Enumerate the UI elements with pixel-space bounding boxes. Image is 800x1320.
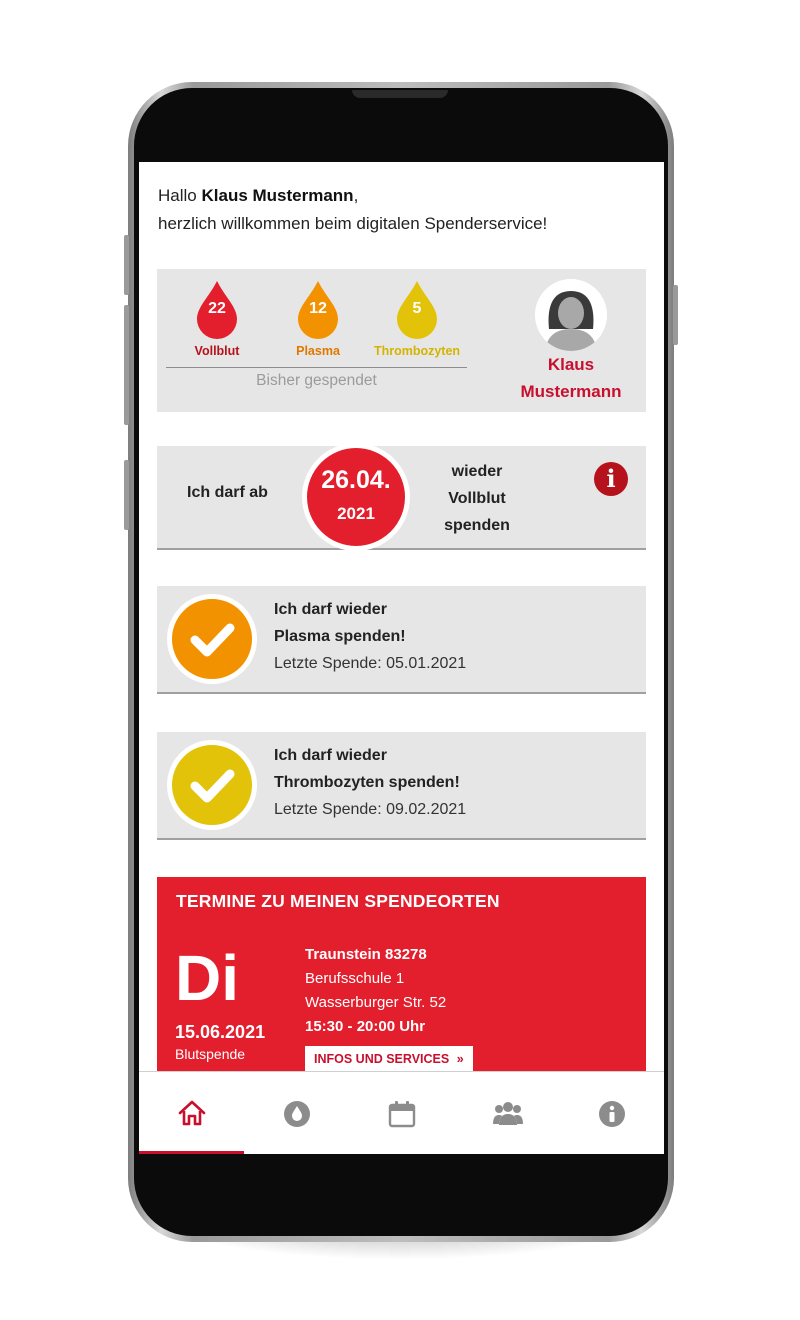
- stat-plasma-label: Plasma: [296, 344, 340, 358]
- next-donation-suffix: [427, 458, 527, 539]
- stat-plasma-count: 12: [309, 300, 327, 317]
- plasma-status-line2: Plasma spenden!: [274, 628, 406, 645]
- thrombocyte-last-donation: Letzte Spende: 09.02.2021: [274, 801, 467, 818]
- infos-services-button[interactable]: [305, 1046, 473, 1072]
- greeting-welcome: herzlich willkommen beim digitalen Spenderservice!: [158, 214, 548, 233]
- next-donation-year: 2021: [337, 504, 375, 523]
- bottom-tab-bar: [139, 1071, 664, 1154]
- stat-vollblut-count: 22: [208, 300, 226, 317]
- appointment-time: 15:30 - 20:00 Uhr: [305, 1018, 426, 1035]
- next-donation-suffix-1: wieder: [451, 463, 503, 480]
- next-donation-suffix-2: Vollblut: [448, 490, 506, 507]
- tab-calendar[interactable]: [349, 1072, 454, 1154]
- checkmark-icon: [172, 745, 252, 825]
- appointment-place: Berufsschule 1: [305, 970, 405, 987]
- phone-volume-button: [124, 235, 129, 295]
- greeting-hello: Hallo: [158, 186, 197, 205]
- home-icon: [178, 1100, 206, 1126]
- thrombocyte-status-card[interactable]: [157, 732, 646, 840]
- thrombocyte-status-line1: Ich darf wieder: [274, 747, 387, 764]
- infos-services-label: INFOS UND SERVICES: [314, 1052, 450, 1066]
- stats-caption: Bisher gespendet: [256, 372, 377, 389]
- tab-donations[interactable]: [244, 1072, 349, 1154]
- user-avatar-icon: [535, 279, 607, 351]
- greeting-punct: ,: [353, 186, 359, 205]
- tab-info[interactable]: [559, 1072, 664, 1154]
- active-tab-indicator: [139, 1151, 244, 1154]
- appointment-weekday: Di: [175, 942, 239, 1014]
- phone-volume-button: [124, 305, 129, 425]
- community-icon: [493, 1100, 523, 1126]
- thrombocyte-status-text: [274, 742, 466, 823]
- stat-thrombozyten-count: 5: [412, 300, 422, 317]
- double-chevron-right-icon: »: [456, 1052, 464, 1066]
- stat-thrombozyten-label: Thrombozyten: [373, 344, 461, 358]
- profile-first-name: Klaus: [547, 355, 595, 374]
- stats-divider: [166, 367, 467, 368]
- profile-last-name: Mustermann: [520, 382, 622, 401]
- thrombocyte-status-line2: Thrombozyten spenden!: [274, 774, 460, 791]
- next-donation-card[interactable]: [157, 446, 646, 550]
- plasma-status-line1: Ich darf wieder: [274, 601, 387, 618]
- greeting: [158, 182, 547, 238]
- plasma-last-donation: Letzte Spende: 05.01.2021: [274, 655, 467, 672]
- phone-power-button: [673, 285, 678, 345]
- avatar[interactable]: [535, 279, 607, 351]
- appointments-title: TERMINE ZU MEINEN SPENDEORTEN: [176, 891, 500, 911]
- appointment-city: Traunstein 83278: [305, 946, 427, 963]
- stat-vollblut-label: Vollblut: [194, 344, 240, 358]
- tab-home[interactable]: [139, 1072, 244, 1154]
- info-icon: [598, 1100, 626, 1128]
- tab-community[interactable]: [454, 1072, 559, 1154]
- next-donation-date: 26.04.: [321, 466, 391, 494]
- app-screen: [139, 162, 664, 1154]
- appointments-section: [157, 877, 646, 1077]
- appointment-date: 15.06.2021: [175, 1022, 266, 1042]
- blood-drop-icon: [283, 1100, 311, 1128]
- check-circle: [167, 740, 257, 830]
- next-donation-prefix: Ich darf ab: [187, 484, 268, 501]
- checkmark-icon: [172, 599, 252, 679]
- info-icon[interactable]: i: [594, 462, 628, 496]
- calendar-icon: [388, 1100, 416, 1128]
- profile-name[interactable]: [500, 351, 642, 405]
- next-donation-suffix-3: spenden: [444, 517, 510, 534]
- phone-side-button: [124, 460, 129, 530]
- plasma-status-card[interactable]: [157, 586, 646, 694]
- plasma-status-text: [274, 596, 466, 677]
- appointment-type: Blutspende: [175, 1046, 246, 1062]
- next-donation-date-badge: [302, 443, 410, 551]
- appointment-location: [305, 943, 446, 1039]
- check-circle: [167, 594, 257, 684]
- phone-speaker: [352, 90, 448, 98]
- donation-stats-card[interactable]: [157, 269, 646, 412]
- greeting-name: Klaus Mustermann: [201, 186, 354, 205]
- appointment-street: Wasserburger Str. 52: [305, 994, 447, 1011]
